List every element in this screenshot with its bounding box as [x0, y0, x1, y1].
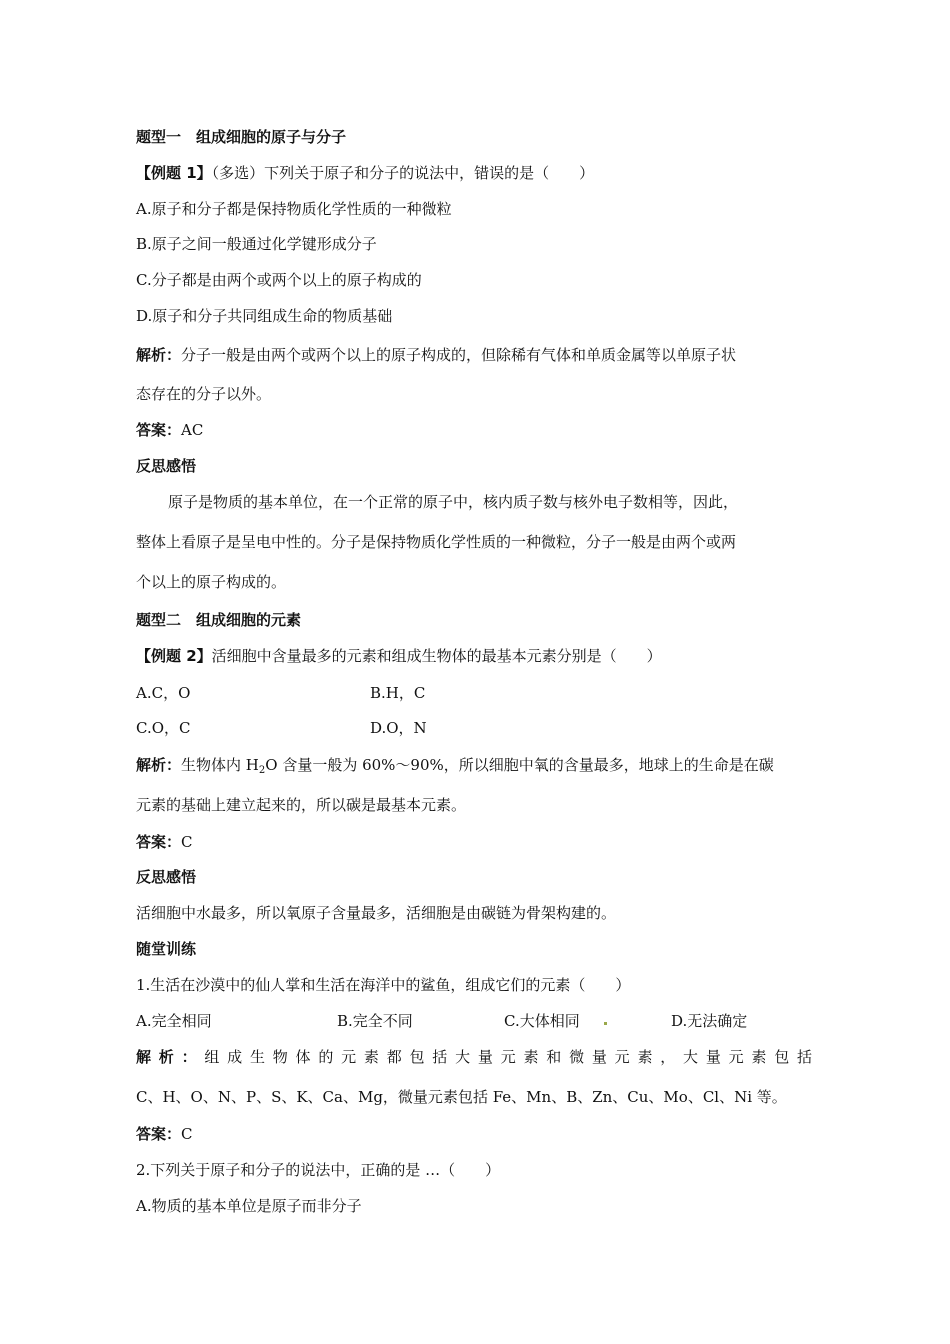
section1-reflection-line2: 整体上看原子是呈电中性的。分子是保持物质化学性质的一种微粒，分子一般是由两个或两	[136, 533, 737, 551]
example2-analysis-subscript: 2	[258, 765, 266, 776]
section2-heading: 题型二 组成细胞的元素	[136, 611, 302, 629]
example1-answer: AC	[181, 421, 204, 439]
example2-analysis-line1	[136, 755, 774, 781]
practice-q1-analysis-text1: 组成生物体的元素都包括大量元素和微量元素，大量元素包括	[204, 1048, 814, 1066]
example1-analysis-line1	[136, 345, 736, 365]
practice-q1-question: 1.生活在沙漠中的仙人掌和生活在海洋中的鲨鱼，组成它们的元素（ ）	[136, 976, 631, 994]
example2-option-d: D.O，N	[370, 719, 427, 737]
practice-q1-analysis-label: 解析：	[136, 1048, 205, 1066]
practice-q1-analysis-line2: C、H、O、N、P、S、K、Ca、Mg，微量元素包括 Fe、Mn、B、Zn、Cu、Mo、Cl、Ni 等。	[136, 1088, 787, 1106]
example2-option-a: A.C，O	[136, 684, 191, 702]
example2-question-line	[136, 646, 662, 666]
section1-reflection-line1: 原子是物质的基本单位，在一个正常的原子中，核内质子数与核外电子数相等，因此，	[168, 493, 739, 511]
example1-option-c: C.分子都是由两个或两个以上的原子构成的	[136, 271, 422, 289]
practice-q1-option-d: D.无法确定	[671, 1012, 748, 1030]
practice-q1-option-c: C.大体相同	[504, 1012, 580, 1030]
example1-answer-line	[136, 420, 203, 440]
example2-analysis-post: O 含量一般为 60%～90%，所以细胞中氧的含量最多，地球上的生命是在碳	[265, 756, 774, 774]
example1-option-b: B.原子之间一般通过化学键形成分子	[136, 235, 377, 253]
example1-analysis-text1: 分子一般是由两个或两个以上的原子构成的，但除稀有气体和单质金属等以单原子状	[181, 346, 737, 364]
example2-tag: 【例题 2】	[136, 647, 212, 665]
example1-analysis-label: 解析：	[136, 346, 182, 364]
section1-reflection-line3: 个以上的原子构成的。	[136, 573, 287, 591]
section2-reflection-heading: 反思感悟	[136, 868, 197, 886]
example2-option-c: C.O，C	[136, 719, 191, 737]
practice-heading: 随堂训练	[136, 940, 197, 958]
example1-option-d: D.原子和分子共同组成生命的物质基础	[136, 307, 393, 325]
example1-tag: 【例题 1】	[136, 164, 212, 182]
practice-q2-option-a: A.物质的基本单位是原子而非分子	[136, 1197, 362, 1215]
practice-q2-question: 2.下列关于原子和分子的说法中，正确的是 …（ ）	[136, 1161, 501, 1179]
example1-answer-label: 答案：	[136, 421, 182, 439]
example2-question: 活细胞中含量最多的元素和组成生物体的最基本元素分别是（ ）	[211, 647, 662, 665]
example2-analysis-pre: 生物体内 H	[181, 756, 259, 774]
example2-option-b: B.H，C	[370, 684, 426, 702]
example1-analysis-line2: 态存在的分子以外。	[136, 385, 272, 403]
example2-answer-label: 答案：	[136, 833, 182, 851]
section1-heading: 题型一 组成细胞的原子与分子	[136, 128, 347, 146]
practice-q1-answer: C	[181, 1125, 193, 1143]
example1-option-a: A.原子和分子都是保持物质化学性质的一种微粒	[136, 200, 452, 218]
practice-q1-option-a: A.完全相同	[136, 1012, 212, 1030]
example1-question-line	[136, 163, 594, 183]
section1-reflection-heading: 反思感悟	[136, 457, 197, 475]
example2-analysis-label: 解析：	[136, 756, 182, 774]
practice-q1-answer-label: 答案：	[136, 1125, 182, 1143]
example2-analysis-line2: 元素的基础上建立起来的，所以碳是最基本元素。	[136, 796, 467, 814]
practice-q1-answer-line	[136, 1124, 193, 1144]
practice-q1-analysis-line1	[136, 1047, 814, 1067]
example2-answer-line	[136, 832, 193, 852]
section2-reflection-line1: 活细胞中水最多，所以氧原子含量最多，活细胞是由碳链为骨架构建的。	[136, 904, 617, 922]
example1-question: （多选）下列关于原子和分子的说法中，错误的是（ ）	[211, 164, 595, 182]
stray-mark	[604, 1022, 607, 1025]
example2-answer: C	[181, 833, 193, 851]
practice-q1-option-b: B.完全不同	[337, 1012, 413, 1030]
